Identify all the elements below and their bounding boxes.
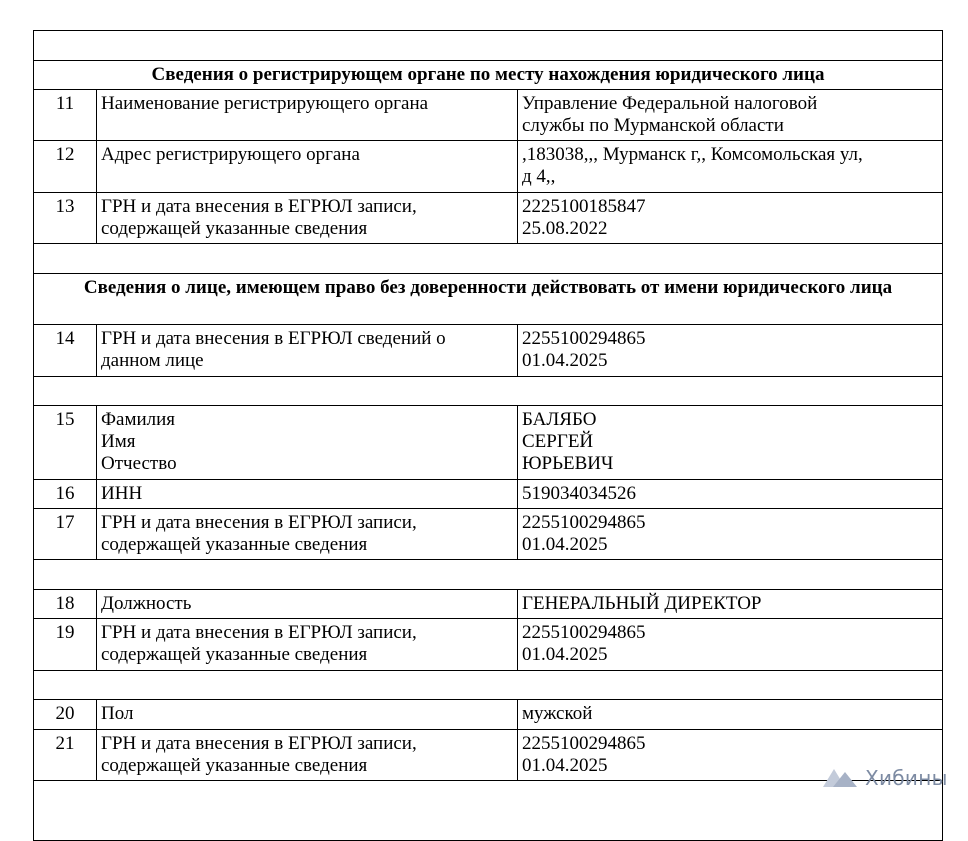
row-label — [97, 590, 518, 619]
row-label — [97, 619, 518, 671]
value-line: 25.08.2022 — [522, 218, 608, 239]
egrul-extract-table — [33, 30, 943, 841]
blank-row — [34, 244, 943, 274]
label-line: содержащей указанные сведения — [101, 644, 368, 665]
watermark — [822, 764, 948, 792]
value-line: 2255100294865 — [522, 733, 646, 754]
table-row — [34, 325, 943, 377]
blank-cell — [34, 244, 943, 274]
blank-row — [34, 671, 943, 700]
blank-cell — [34, 31, 943, 61]
value-line: БАЛЯБО — [522, 409, 597, 430]
table-row — [34, 509, 943, 560]
value-line: 01.04.2025 — [522, 534, 608, 555]
watermark-text: Хибины — [865, 766, 948, 790]
row-number: 21 — [34, 730, 97, 781]
value-line: 01.04.2025 — [522, 755, 608, 776]
row-number: 13 — [34, 193, 97, 244]
table-row — [34, 141, 943, 193]
row-value — [518, 406, 943, 480]
label-line: Имя — [101, 431, 136, 452]
row-value — [518, 193, 943, 244]
value-line: Управление Федеральной налоговой — [522, 93, 818, 114]
blank-cell — [34, 781, 943, 841]
blank-row — [34, 31, 943, 61]
label-line: Наименование регистрирующего органа — [101, 93, 429, 114]
row-value — [518, 590, 943, 619]
value-line: мужской — [522, 703, 593, 724]
row-value — [518, 141, 943, 193]
row-number: 14 — [34, 325, 97, 377]
label-line: Должность — [101, 593, 192, 614]
value-line: 2255100294865 — [522, 512, 646, 533]
value-line: 2225100185847 — [522, 196, 646, 217]
label-line: ГРН и дата внесения в ЕГРЮЛ записи, — [101, 512, 417, 533]
row-label — [97, 509, 518, 560]
row-value — [518, 480, 943, 509]
label-line: содержащей указанные сведения — [101, 534, 368, 555]
value-line: ЮРЬЕВИЧ — [522, 453, 614, 474]
row-number: 19 — [34, 619, 97, 671]
table-row — [34, 90, 943, 141]
section-header-registering-authority: Сведения о регистрирующем органе по месту нахождения юридического лица — [34, 61, 943, 90]
value-line: СЕРГЕЙ — [522, 431, 594, 452]
label-line: Пол — [101, 703, 134, 724]
blank-row — [34, 781, 943, 841]
label-line: ИНН — [101, 483, 143, 504]
row-label — [97, 90, 518, 141]
value-line: службы по Мурманской области — [522, 115, 784, 136]
blank-cell — [34, 377, 943, 406]
blank-row — [34, 377, 943, 406]
value-line: 2255100294865 — [522, 328, 646, 349]
table-row — [34, 730, 943, 781]
value-line: 2255100294865 — [522, 622, 646, 643]
row-label — [97, 700, 518, 730]
label-line: Отчество — [101, 453, 177, 474]
row-value — [518, 619, 943, 671]
label-line: ГРН и дата внесения в ЕГРЮЛ записи, — [101, 622, 417, 643]
row-value — [518, 325, 943, 377]
section-header-authorized-person — [34, 274, 943, 325]
blank-cell — [34, 560, 943, 590]
value-line: 01.04.2025 — [522, 644, 608, 665]
label-line: данном лице — [101, 350, 204, 371]
table-row — [34, 619, 943, 671]
row-number: 18 — [34, 590, 97, 619]
value-line: д 4,, — [522, 166, 556, 187]
row-label — [97, 480, 518, 509]
row-number: 16 — [34, 480, 97, 509]
label-line: содержащей указанные сведения — [101, 218, 368, 239]
label-line: ГРН и дата внесения в ЕГРЮЛ сведений о — [101, 328, 446, 349]
row-label — [97, 730, 518, 781]
label-line: Адрес регистрирующего органа — [101, 144, 360, 165]
blank-cell — [34, 671, 943, 700]
value-line: ,183038,,, Мурманск г,, Комсомольская ул, — [522, 144, 863, 165]
table-row — [34, 590, 943, 619]
value-line: ГЕНЕРАЛЬНЫЙ ДИРЕКТОР — [522, 593, 762, 614]
mountains-logo-icon — [822, 767, 858, 789]
section-header-text: Сведения о лице, имеющем право без доверенности действовать от имени юридического лица — [83, 277, 893, 298]
label-line: содержащей указанные сведения — [101, 755, 368, 776]
row-number: 15 — [34, 406, 97, 480]
row-number: 17 — [34, 509, 97, 560]
label-line: ГРН и дата внесения в ЕГРЮЛ записи, — [101, 196, 417, 217]
table-row — [34, 700, 943, 730]
section-header-row — [34, 61, 943, 90]
row-number: 20 — [34, 700, 97, 730]
row-label — [97, 141, 518, 193]
table-row — [34, 193, 943, 244]
row-number: 12 — [34, 141, 97, 193]
row-value — [518, 700, 943, 730]
label-line: Фамилия — [101, 409, 176, 430]
section-header-row — [34, 274, 943, 325]
row-value — [518, 509, 943, 560]
label-line: ГРН и дата внесения в ЕГРЮЛ записи, — [101, 733, 417, 754]
value-line: 01.04.2025 — [522, 350, 608, 371]
table-row — [34, 406, 943, 480]
table-row — [34, 480, 943, 509]
blank-row — [34, 560, 943, 590]
row-value — [518, 90, 943, 141]
row-label — [97, 406, 518, 480]
row-label — [97, 193, 518, 244]
row-label — [97, 325, 518, 377]
row-number: 11 — [34, 90, 97, 141]
value-line: 519034034526 — [522, 483, 636, 504]
